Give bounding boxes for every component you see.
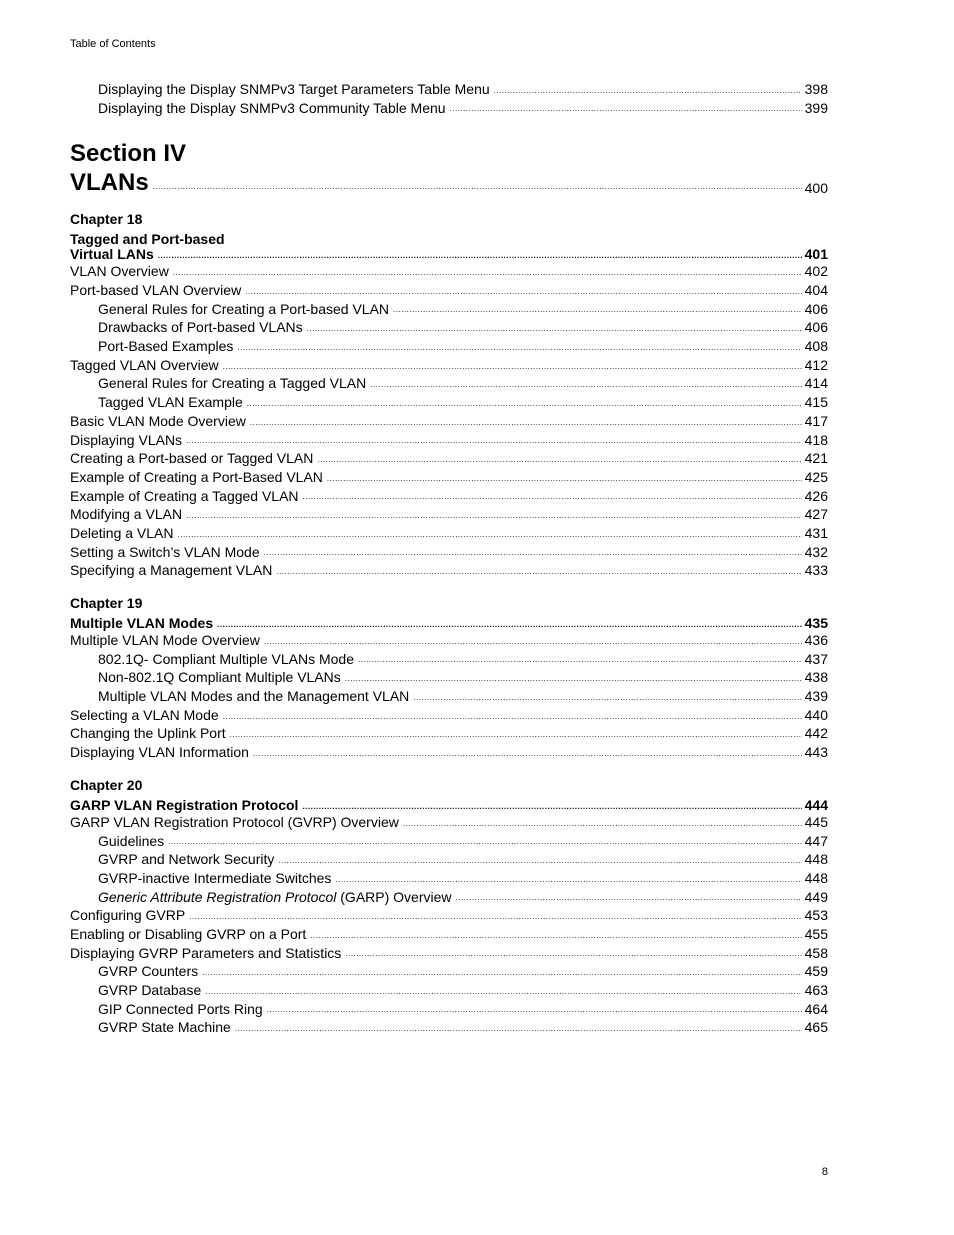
toc-entry[interactable]: Creating a Port-based or Tagged VLAN ..... 421 bbox=[70, 449, 828, 468]
toc-entry[interactable]: GARP VLAN Registration Protocol (GVRP) Overview ..... 445 bbox=[70, 813, 828, 832]
dot-leader bbox=[345, 944, 801, 963]
dot-leader bbox=[186, 505, 802, 524]
section-entry[interactable]: VLANs ..... 400 bbox=[70, 168, 828, 197]
toc-entry[interactable]: Generic Attribute Registration Protocol (GARP) Overview ..... 449 bbox=[70, 888, 828, 907]
toc-entry[interactable]: Displaying GVRP Parameters and Statistics ..... 458 bbox=[70, 944, 828, 963]
toc-entry[interactable]: Example of Creating a Tagged VLAN ..... 426 bbox=[70, 487, 828, 506]
section-title: Section IV bbox=[70, 140, 187, 168]
chapter-title: Tagged and Port-based bbox=[70, 231, 225, 248]
dot-leader bbox=[173, 262, 802, 281]
dot-leader bbox=[178, 524, 802, 543]
toc-entry[interactable]: GVRP and Network Security ..... 448 bbox=[70, 850, 828, 869]
toc-entry[interactable]: Tagged VLAN Overview ..... 412 bbox=[70, 356, 828, 375]
toc-entry[interactable]: Drawbacks of Port-based VLANs ..... 406 bbox=[70, 318, 828, 337]
toc-entry[interactable]: Specifying a Management VLAN ..... 433 bbox=[70, 561, 828, 580]
dot-leader bbox=[223, 706, 802, 725]
dot-leader bbox=[276, 561, 801, 580]
dot-leader bbox=[168, 832, 801, 851]
spacer bbox=[70, 580, 828, 594]
toc-entry[interactable]: Selecting a VLAN Mode ..... 440 bbox=[70, 706, 828, 725]
toc-entry[interactable]: General Rules for Creating a Port-based VLAN ..... 406 bbox=[70, 300, 828, 319]
toc-entry[interactable]: VLAN Overview ..... 402 bbox=[70, 262, 828, 281]
toc-entry[interactable]: Multiple VLAN Mode Overview ..... 436 bbox=[70, 631, 828, 650]
toc-entry[interactable]: Non-802.1Q Compliant Multiple VLANs ..... 438 bbox=[70, 668, 828, 687]
dot-leader bbox=[205, 981, 801, 1000]
toc-entry[interactable]: Displaying VLANs ..... 418 bbox=[70, 431, 828, 450]
dot-leader bbox=[327, 468, 802, 487]
dot-leader bbox=[223, 356, 802, 375]
chapter-entry[interactable]: Multiple VLAN Modes ..... 435 bbox=[70, 616, 828, 631]
dot-leader bbox=[335, 869, 801, 888]
toc-entry[interactable]: Tagged VLAN Example ..... 415 bbox=[70, 393, 828, 412]
dot-leader bbox=[153, 168, 802, 197]
dot-leader bbox=[302, 798, 801, 813]
dot-leader bbox=[237, 337, 801, 356]
running-header: Table of Contents bbox=[70, 38, 156, 50]
toc-entry[interactable]: Configuring GVRP ..... 453 bbox=[70, 906, 828, 925]
dot-leader bbox=[267, 1000, 802, 1019]
dot-leader bbox=[358, 650, 802, 669]
toc-entry[interactable]: Example of Creating a Port-Based VLAN ..... 425 bbox=[70, 468, 828, 487]
dot-leader bbox=[202, 962, 802, 981]
spacer bbox=[70, 762, 828, 776]
dot-leader bbox=[235, 1018, 802, 1037]
chapter-number: Chapter 18 bbox=[70, 211, 143, 228]
dot-leader bbox=[307, 318, 802, 337]
chapter-entry[interactable]: Virtual LANs ..... 401 bbox=[70, 247, 828, 262]
toc-entry[interactable]: Displaying VLAN Information ..... 443 bbox=[70, 743, 828, 762]
dot-leader bbox=[370, 375, 801, 394]
toc-entry[interactable]: GVRP State Machine ..... 465 bbox=[70, 1018, 828, 1037]
dot-leader bbox=[393, 300, 802, 319]
dot-leader bbox=[450, 99, 802, 118]
toc-entry[interactable]: Enabling or Disabling GVRP on a Port ..... 455 bbox=[70, 925, 828, 944]
toc-content bbox=[70, 80, 828, 1037]
dot-leader bbox=[230, 725, 802, 744]
dot-leader bbox=[456, 888, 802, 907]
dot-leader bbox=[278, 850, 801, 869]
dot-leader bbox=[253, 743, 802, 762]
chapter-number: Chapter 20 bbox=[70, 776, 143, 793]
dot-leader bbox=[217, 616, 802, 631]
toc-entry[interactable]: GVRP-inactive Intermediate Switches ..... 448 bbox=[70, 869, 828, 888]
dot-leader bbox=[310, 925, 801, 944]
toc-entry[interactable]: Port-Based Examples ..... 408 bbox=[70, 337, 828, 356]
dot-leader bbox=[345, 668, 802, 687]
dot-leader bbox=[413, 687, 801, 706]
toc-entry[interactable]: Displaying the Display SNMPv3 Target Parameters Table Menu ..... 398 bbox=[70, 80, 828, 99]
dot-leader bbox=[303, 487, 802, 506]
dot-leader bbox=[494, 80, 802, 99]
dot-leader bbox=[158, 247, 802, 262]
toc-entry[interactable]: GVRP Counters ..... 459 bbox=[70, 962, 828, 981]
dot-leader bbox=[317, 449, 801, 468]
dot-leader bbox=[245, 281, 801, 300]
toc-entry[interactable]: Multiple VLAN Modes and the Management VLAN ..... 439 bbox=[70, 687, 828, 706]
toc-entry[interactable]: Setting a Switch’s VLAN Mode ..... 432 bbox=[70, 543, 828, 562]
toc-entry[interactable]: GVRP Database ..... 463 bbox=[70, 981, 828, 1000]
toc-entry[interactable]: Port-based VLAN Overview ..... 404 bbox=[70, 281, 828, 300]
dot-leader bbox=[403, 813, 802, 832]
toc-entry[interactable]: GIP Connected Ports Ring ..... 464 bbox=[70, 1000, 828, 1019]
toc-entry[interactable]: Modifying a VLAN ..... 427 bbox=[70, 505, 828, 524]
chapter-20-entries bbox=[70, 813, 828, 1037]
dot-leader bbox=[247, 393, 802, 412]
toc-entry[interactable]: Displaying the Display SNMPv3 Community Table Menu ..... 399 bbox=[70, 99, 828, 118]
chapter-18-entries bbox=[70, 262, 828, 580]
toc-entry[interactable]: Basic VLAN Mode Overview ..... 417 bbox=[70, 412, 828, 431]
page-number: 8 bbox=[821, 1166, 828, 1178]
toc-entry[interactable]: Deleting a VLAN ..... 431 bbox=[70, 524, 828, 543]
dot-leader bbox=[264, 543, 802, 562]
chapter-entry[interactable]: GARP VLAN Registration Protocol ..... 444 bbox=[70, 798, 828, 813]
dot-leader bbox=[250, 412, 802, 431]
chapter-number: Chapter 19 bbox=[70, 595, 143, 612]
dot-leader bbox=[189, 906, 801, 925]
toc-entry[interactable]: General Rules for Creating a Tagged VLAN ..... 414 bbox=[70, 375, 828, 394]
toc-entry[interactable]: Changing the Uplink Port ..... 442 bbox=[70, 725, 828, 744]
toc-entry[interactable]: 802.1Q- Compliant Multiple VLANs Mode ..... 437 bbox=[70, 650, 828, 669]
dot-leader bbox=[186, 431, 802, 450]
dot-leader bbox=[264, 631, 802, 650]
toc-entry[interactable]: Guidelines ..... 447 bbox=[70, 832, 828, 851]
chapter-19-entries bbox=[70, 631, 828, 762]
